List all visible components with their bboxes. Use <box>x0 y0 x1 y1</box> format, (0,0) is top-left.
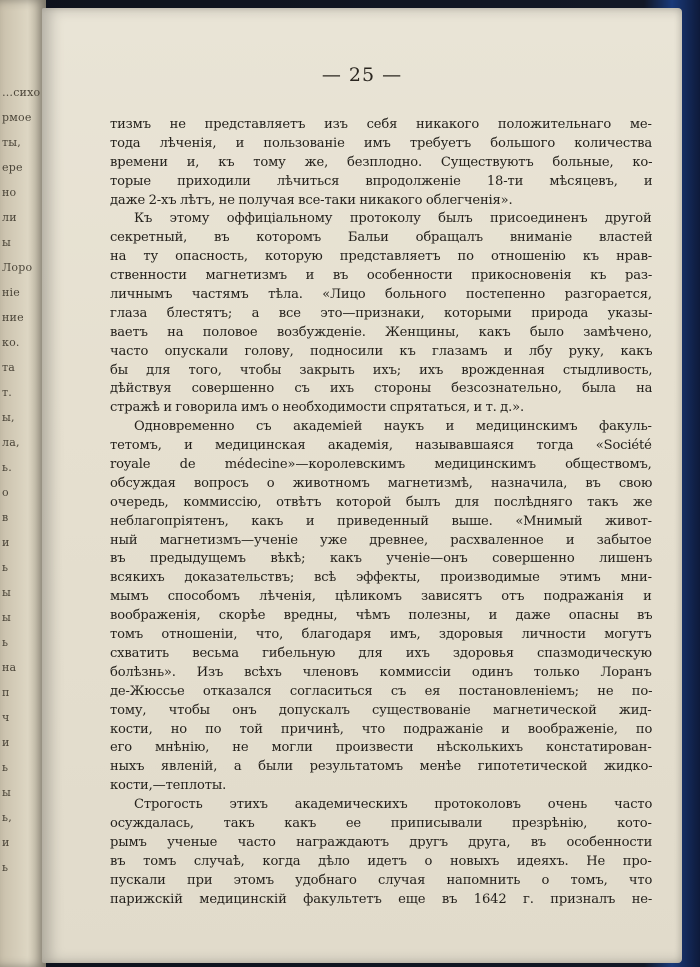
text-line: времени и, къ тому же, безплодно. Существуютъ больные, ко- <box>110 154 652 170</box>
left-page-fragment: ние <box>2 311 24 324</box>
left-page-fragment: ко. <box>2 336 20 349</box>
text-line: мымъ способомъ лѣченія, цѣликомъ зависятъ отъ подражанія и <box>110 589 652 605</box>
left-page-fragment: ь <box>2 861 9 874</box>
text-line: Къ этому оффиціальному протоколу былъ присоединенъ другой <box>134 211 652 227</box>
text-line: ный магнетизмъ—ученіе уже древнее, расхваленное и забытое <box>110 532 652 548</box>
left-page-fragment: ы <box>2 786 11 799</box>
left-page-fragment: и <box>2 736 10 749</box>
left-page-fragment: и <box>2 836 10 849</box>
left-page-fragment: и <box>2 536 10 549</box>
left-page-fragment: т. <box>2 386 12 399</box>
page-number: — 25 — <box>321 64 403 86</box>
text-line: кости,—теплоты. <box>110 778 227 794</box>
text-line: обсуждая вопросъ о животномъ магнетизмѣ, назначила, въ свою <box>110 475 652 491</box>
text-line: рымъ ученые часто награждаютъ другъ друга, въ особенности <box>110 834 652 850</box>
text-line: осуждалась, такъ какъ ее приписывали презрѣнію, кото- <box>110 815 652 831</box>
text-line: тода лѣченія, и пользованіе имъ требуетъ большого количества <box>110 135 652 151</box>
text-line: парижскій медицинскій факультетъ еще въ 1642 г. призналъ не- <box>110 891 652 907</box>
text-line: томъ отношеніи, что, благодаря имъ, здоровыя личности могутъ <box>110 627 652 643</box>
text-line: ваетъ на половое возбужденіе. Женщины, какъ было замѣчено, <box>110 324 652 340</box>
left-page-fragment: ли <box>2 211 17 224</box>
text-line: стражѣ и говорила имъ о необходимости спрятаться, и т. д.». <box>110 400 524 416</box>
text-line: на ту опасность, которую представляетъ по отношенію къ нрав- <box>110 249 652 265</box>
text-line: въ томъ случаѣ, когда дѣло идетъ о новыхъ идеяхъ. Не про- <box>110 853 652 869</box>
text-line: даже 2-хъ лѣтъ, не получая все-таки никакого облегченія». <box>110 192 513 208</box>
left-page-fragment: рмое <box>2 111 32 124</box>
text-line: дѣйствуя совершенно съ ихъ стороны безсознательно, была на <box>110 381 652 397</box>
left-page-edge <box>0 0 46 967</box>
text-line: воображенія, скорѣе вредны, чѣмъ полезны, и даже опасны въ <box>110 608 652 624</box>
left-page-fragment: ь. <box>2 461 12 474</box>
left-page-fragment: Лоро <box>2 261 33 274</box>
book-page <box>42 8 682 963</box>
left-page-fragment: ч <box>2 711 10 724</box>
text-line: ныхъ явленій, а были результатомъ менѣе гипотетической жидко- <box>110 759 652 775</box>
left-page-fragment: ере <box>2 161 23 174</box>
text-line: всякихъ доказательствъ; всѣ эффекты, производимые этимъ мни- <box>110 570 652 586</box>
text-line: ственности магнетизмъ и въ особенности прикосновенія къ раз- <box>110 268 652 284</box>
text-line: торые приходили лѣчиться впродолженіе 18-ти мѣсяцевъ, и <box>110 173 652 189</box>
text-line: тизмъ не представляетъ изъ себя никакого положительнаго ме- <box>110 117 652 132</box>
text-line: секретный, въ которомъ Бальи обращалъ вниманіе властей <box>110 230 652 246</box>
left-page-fragment: ніе <box>2 286 20 299</box>
text-line: тетомъ, и медицинская академія, называвшаяся тогда «Société <box>110 438 652 454</box>
left-page-fragment: ы, <box>2 411 15 424</box>
text-line: его мнѣнію, не могли произвести нѣсколькихъ констатирован- <box>110 740 652 756</box>
text-line: де-Жюссье отказался согласиться съ ея постановленіемъ; не по- <box>110 683 652 699</box>
left-page-fragment: та <box>2 361 16 374</box>
left-page-fragment: ь <box>2 761 9 774</box>
text-line: схватить весьма гибельную для ихъ здоровья спазмодическую <box>110 645 652 661</box>
text-line: неблагопріятенъ, какъ и приведенный выше. «Мнимый живот- <box>110 513 652 529</box>
text-line: royale de médecine»—королевскимъ медицинскимъ обществомъ, <box>110 457 652 473</box>
left-page-fragment: …сихо <box>2 86 41 99</box>
left-page-fragment: ь <box>2 561 9 574</box>
text-line: бы для того, чтобы закрыть ихъ; ихъ врожденная стыдливость, <box>110 362 652 378</box>
text-line: глаза блестятъ; а все это—признаки, которыми природа указы- <box>110 305 652 321</box>
left-page-fragment: ты, <box>2 136 21 149</box>
text-line: Строгость этихъ академическихъ протоколовъ очень часто <box>134 797 652 813</box>
left-page-fragment: о <box>2 486 9 499</box>
text-line: пускали при этомъ удобнаго случая напомнить о томъ, что <box>110 872 652 888</box>
left-page-fragment: ь, <box>2 811 12 824</box>
text-line: тому, чтобы онъ допускалъ существованіе магнетической жид- <box>110 702 652 718</box>
text-line: очередь, коммиссію, отвѣтъ которой былъ для послѣдняго такъ же <box>110 494 652 510</box>
text-line: часто опускали голову, подносили къ глазамъ и лбу руку, какъ <box>110 343 652 359</box>
left-page-fragment: ы <box>2 611 11 624</box>
left-page-fragment: но <box>2 186 17 199</box>
left-page-fragment: ы <box>2 586 11 599</box>
body-text <box>110 116 652 909</box>
text-line: въ предыдущемъ вѣкѣ; какъ ученіе—онъ совершенно лишенъ <box>110 551 652 567</box>
text-line: болѣзнь». Изъ всѣхъ членовъ коммиссіи одинъ только Лоранъ <box>110 664 652 680</box>
left-page-fragment: ла, <box>2 436 20 449</box>
text-line: Одновременно съ академіей наукъ и медицинскимъ факуль- <box>134 419 652 435</box>
left-page-fragment: в <box>2 511 9 524</box>
left-page-fragment: ы <box>2 236 11 249</box>
left-page-fragment: п <box>2 686 10 699</box>
text-line: кости, но по той причинѣ, что подражаніе и воображеніе, по <box>110 721 652 737</box>
left-page-fragment: ь <box>2 636 9 649</box>
left-page-fragment: на <box>2 661 17 674</box>
text-line: личнымъ частямъ тѣла. «Лицо больного постепенно разгорается, <box>110 287 652 303</box>
